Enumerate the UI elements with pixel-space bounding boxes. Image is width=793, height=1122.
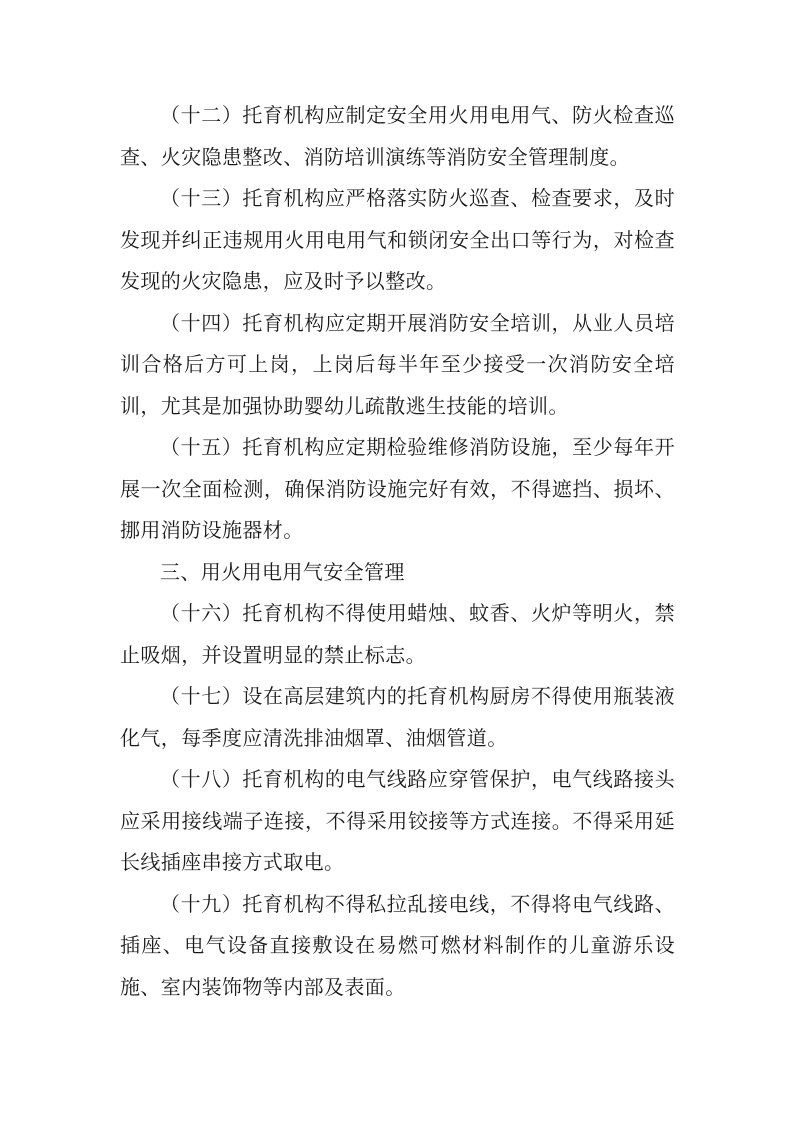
paragraph-15: （十五）托育机构应定期检验维修消防设施，至少每年开展一次全面检测，确保消防设施完好有效，不得遮挡、损坏、挪用消防设施器材。	[120, 435, 675, 542]
paragraph-13: （十三）托育机构应严格落实防火巡查、检查要求，及时发现并纠正违规用火用电用气和锁闭安全出口等行为，对检查发现的火灾隐患，应及时予以整改。	[120, 186, 675, 293]
paragraph-12: （十二）托育机构应制定安全用火用电用气、防火检查巡查、火灾隐患整改、消防培训演练等消防安全管理制度。	[120, 103, 675, 169]
paragraph-16: （十六）托育机构不得使用蜡烛、蚊香、火炉等明火，禁止吸烟，并设置明显的禁止标志。	[120, 601, 675, 667]
document-body	[120, 95, 675, 1008]
paragraph-18: （十八）托育机构的电气线路应穿管保护，电气线路接头应采用接线端子连接，不得采用铰接等方式连接。不得采用延长线插座串接方式取电。	[120, 767, 675, 874]
paragraph-19: （十九）托育机构不得私拉乱接电线，不得将电气线路、插座、电气设备直接敷设在易燃可燃材料制作的儿童游乐设施、室内装饰物等内部及表面。	[120, 891, 675, 999]
paragraph-17: （十七）设在高层建筑内的托育机构厨房不得使用瓶装液化气，每季度应清洗排油烟罩、油烟管道。	[120, 684, 675, 750]
section-heading: 三、用火用电用气安全管理	[160, 559, 405, 584]
paragraph-14: （十四）托育机构应定期开展消防安全培训，从业人员培训合格后方可上岗，上岗后每半年至少接受一次消防安全培训，尤其是加强协助婴幼儿疏散逃生技能的培训。	[120, 310, 675, 418]
